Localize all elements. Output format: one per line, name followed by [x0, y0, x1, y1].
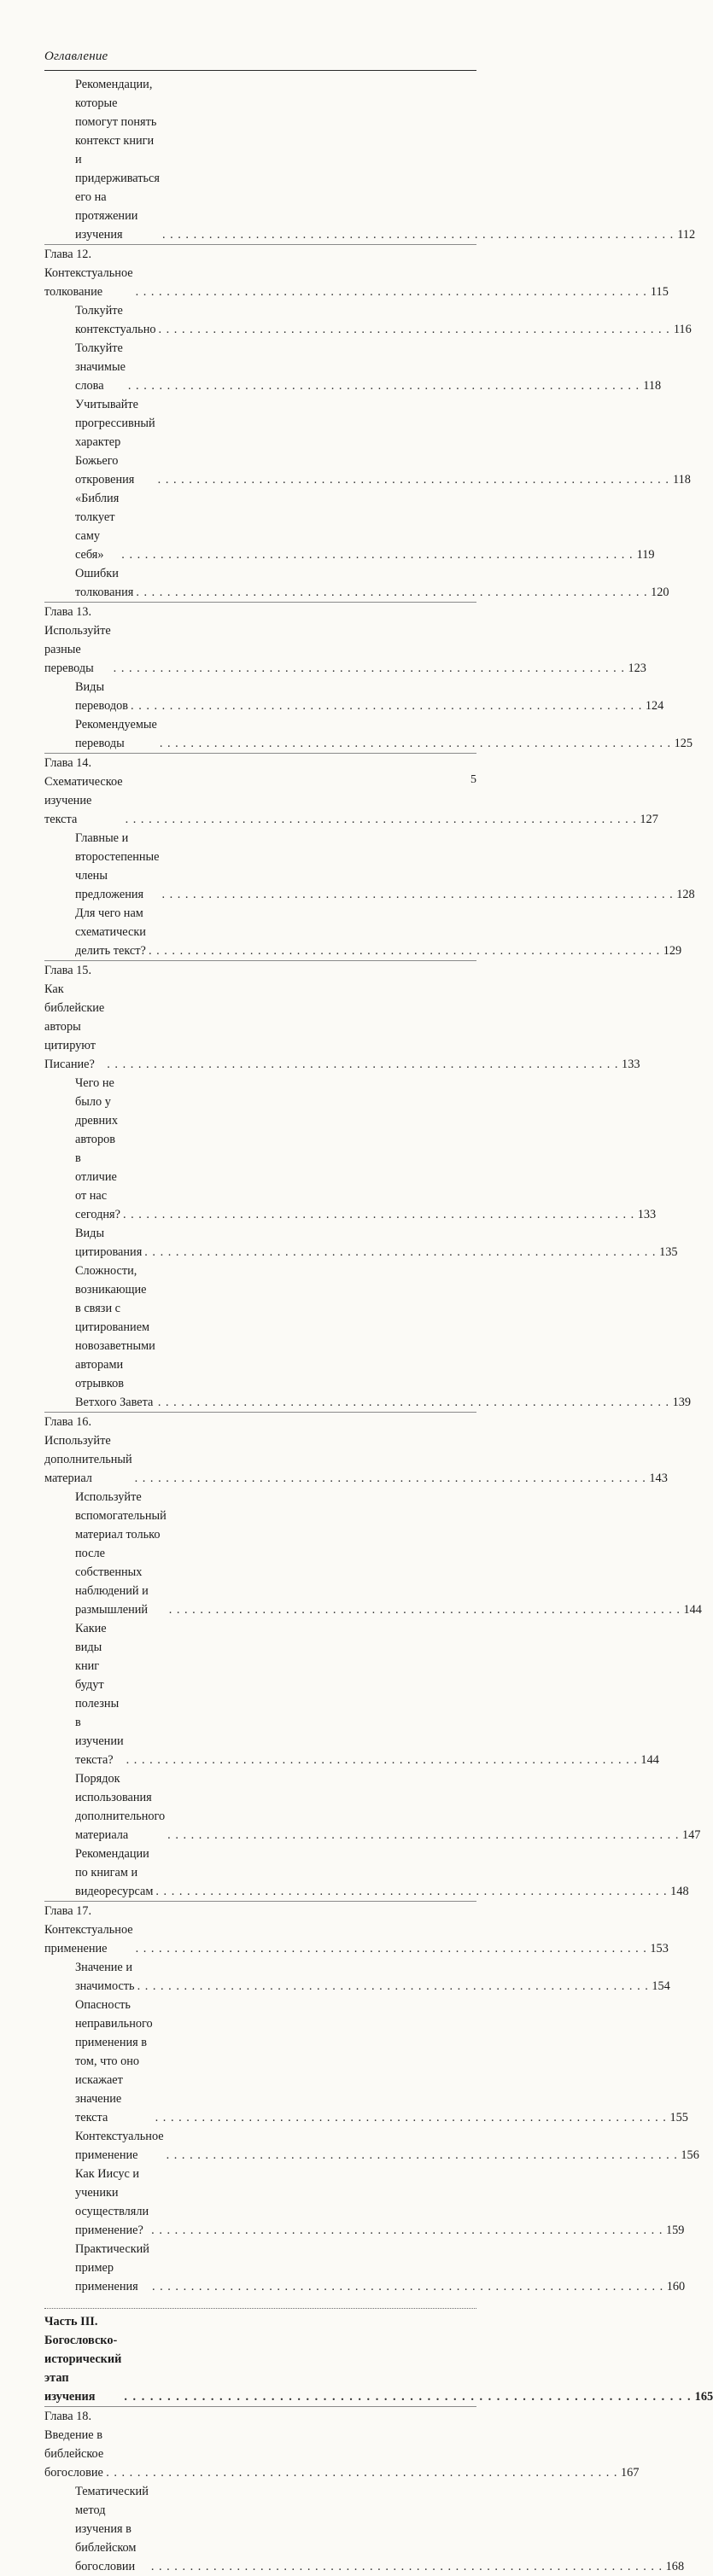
table-of-contents: [44, 75, 713, 2576]
toc-leader-dots: . . . . . . . . . . . . . . . . . . . . . . . . . . . . . . . . . . . . . . . . . . . . . . . . . . . . . . . . . . . . . . . . . .: [158, 323, 670, 336]
toc-entry-page: 167: [621, 2466, 640, 2480]
toc-entry-title: Контекстуальное применение: [75, 2130, 164, 2162]
toc-leader-dots: . . . . . . . . . . . . . . . . . . . . . . . . . . . . . . . . . . . . . . . . . . . . . . . . . . . . . . . . . . . . . . . . . .: [127, 379, 640, 393]
toc-entry-title: Толкуйте контекстуально: [75, 304, 156, 336]
toc-section-entry[interactable]: [75, 1769, 701, 1845]
header-rule: [44, 70, 476, 71]
toc-section-entry[interactable]: [75, 2165, 685, 2240]
toc-part-entry[interactable]: [44, 2308, 713, 2406]
toc-leader-dots: . . . . . . . . . . . . . . . . . . . . . . . . . . . . . . . . . . . . . . . . . . . . . . . . . . . . . . . . . . . . . . . . . .: [151, 2280, 664, 2293]
toc-section-entry[interactable]: [75, 1996, 688, 2127]
toc-section-entry[interactable]: [75, 301, 692, 339]
toc-leader-dots: . . . . . . . . . . . . . . . . . . . . . . . . . . . . . . . . . . . . . . . . . . . . . . . . . . . . . . . . . . . . . . . . . .: [161, 888, 674, 901]
toc-entry-page: 147: [681, 1828, 701, 1842]
toc-leader-dots: . . . . . . . . . . . . . . . . . . . . . . . . . . . . . . . . . . . . . . . . . . . . . . . . . . . . . . . . . . . . . . . . . .: [161, 228, 675, 242]
toc-entry-title: Рекомендуемые переводы: [75, 718, 157, 750]
toc-entry-page: 165: [694, 2390, 713, 2404]
toc-entry-page: 120: [651, 586, 669, 599]
toc-entry-page: 148: [670, 1885, 689, 1898]
toc-entry-title: Ошибки толкования: [75, 567, 134, 599]
toc-entry-page: 129: [663, 944, 682, 958]
toc-chapter-entry[interactable]: [44, 602, 646, 678]
toc-leader-dots: . . . . . . . . . . . . . . . . . . . . . . . . . . . . . . . . . . . . . . . . . . . . . . . . . . . . . . . . . . . . . . . . . .: [155, 2111, 667, 2124]
toc-entry-page: 156: [681, 2148, 699, 2162]
toc-chapter-entry[interactable]: [44, 960, 640, 1074]
toc-entry-title: Как Иисус и ученики осуществляли применение?: [75, 2167, 149, 2237]
toc-entry-page: 119: [636, 548, 655, 562]
toc-entry-title: Глава 13. Используйте разные переводы: [44, 605, 111, 675]
toc-entry-title: Толкуйте значимые слова: [75, 341, 126, 393]
toc-entry-title: Порядок использования дополнительного материала: [75, 1772, 166, 1842]
toc-entry-page: 112: [677, 228, 696, 242]
toc-section-entry[interactable]: [75, 564, 669, 602]
toc-chapter-entry[interactable]: [44, 1412, 668, 1488]
toc-leader-dots: . . . . . . . . . . . . . . . . . . . . . . . . . . . . . . . . . . . . . . . . . . . . . . . . . . . . . . . . . . . . . . . . . .: [126, 1753, 638, 1767]
toc-section-entry[interactable]: [75, 1074, 657, 1224]
toc-entry-title: Глава 15. Как библейские авторы цитируют Писание?: [44, 964, 105, 1071]
toc-leader-dots: . . . . . . . . . . . . . . . . . . . . . . . . . . . . . . . . . . . . . . . . . . . . . . . . . . . . . . . . . . . . . . . . . .: [135, 1942, 647, 1955]
toc-entry-page: 118: [672, 473, 691, 487]
toc-leader-dots: . . . . . . . . . . . . . . . . . . . . . . . . . . . . . . . . . . . . . . . . . . . . . . . . . . . . . . . . . . . . . . . . . .: [137, 1979, 649, 1993]
toc-leader-dots: . . . . . . . . . . . . . . . . . . . . . . . . . . . . . . . . . . . . . . . . . . . . . . . . . . . . . . . . . . . . . . . . . .: [124, 2390, 693, 2404]
toc-section-entry[interactable]: [75, 1262, 692, 1412]
toc-leader-dots: . . . . . . . . . . . . . . . . . . . . . . . . . . . . . . . . . . . . . . . . . . . . . . . . . . . . . . . . . . . . . . . . . .: [157, 473, 669, 487]
toc-entry-title: Виды цитирования: [75, 1227, 143, 1259]
toc-entry-page: 124: [645, 699, 664, 713]
toc-entry-page: 115: [650, 285, 669, 299]
toc-section-entry[interactable]: [75, 489, 655, 564]
toc-entry-title: Глава 14. Схематическое изучение текста: [44, 756, 123, 826]
toc-entry-title: Какие виды книг будут полезны в изучении текста?: [75, 1622, 124, 1767]
toc-section-entry[interactable]: [75, 904, 682, 960]
toc-section-entry[interactable]: [75, 1845, 689, 1901]
toc-entry-page: 123: [628, 661, 646, 675]
toc-section-entry[interactable]: [75, 1224, 678, 1262]
toc-entry-title: Глава 12. Контекстуальное толкование: [44, 248, 133, 299]
toc-entry-title: Глава 18. Введение в библейское богословие: [44, 2410, 104, 2480]
toc-entry-title: «Библия толкует саму себя»: [75, 492, 120, 562]
toc-leader-dots: . . . . . . . . . . . . . . . . . . . . . . . . . . . . . . . . . . . . . . . . . . . . . . . . . . . . . . . . . . . . . . . . . .: [151, 2223, 663, 2237]
toc-leader-dots: . . . . . . . . . . . . . . . . . . . . . . . . . . . . . . . . . . . . . . . . . . . . . . . . . . . . . . . . . . . . . . . . . .: [122, 1208, 635, 1221]
toc-chapter-entry[interactable]: [44, 2406, 640, 2482]
running-head: Оглавление: [44, 50, 108, 63]
toc-entry-page: 144: [640, 1753, 659, 1767]
toc-entry-title: Часть III. Богословско-исторический этап изучения: [44, 2315, 122, 2404]
toc-leader-dots: . . . . . . . . . . . . . . . . . . . . . . . . . . . . . . . . . . . . . . . . . . . . . . . . . . . . . . . . . . . . . . . . . .: [168, 1603, 681, 1617]
toc-entry-page: 159: [665, 2223, 685, 2237]
toc-leader-dots: . . . . . . . . . . . . . . . . . . . . . . . . . . . . . . . . . . . . . . . . . . . . . . . . . . . . . . . . . . . . . . . . . .: [135, 285, 647, 299]
toc-section-entry[interactable]: [75, 829, 695, 904]
toc-entry-page: 139: [672, 1396, 692, 1409]
toc-entry-title: Практический пример применения: [75, 2242, 149, 2293]
toc-entry-page: 153: [650, 1942, 669, 1955]
toc-section-entry[interactable]: [75, 2240, 686, 2296]
toc-entry-page: 127: [640, 813, 658, 826]
toc-leader-dots: . . . . . . . . . . . . . . . . . . . . . . . . . . . . . . . . . . . . . . . . . . . . . . . . . . . . . . . . . . . . . . . . . .: [155, 1885, 668, 1898]
toc-entry-title: Значение и значимость: [75, 1961, 135, 1993]
toc-entry-title: Учитывайте прогрессивный характер Божьего откровения: [75, 398, 155, 487]
toc-entry-page: 133: [637, 1208, 657, 1221]
toc-section-entry[interactable]: [75, 1619, 659, 1769]
toc-entry-page: 155: [669, 2111, 688, 2124]
toc-entry-title: Рекомендации по книгам и видеоресурсам: [75, 1847, 154, 1898]
toc-section-entry[interactable]: [75, 395, 691, 489]
toc-entry-title: Рекомендации, которые помогут понять контекст книги и придерживаться его на протяжении изучения: [75, 78, 160, 242]
toc-entry-title: Виды переводов: [75, 680, 129, 713]
toc-section-entry[interactable]: [75, 2482, 685, 2576]
toc-entry-page: 133: [622, 1058, 640, 1071]
toc-section-entry[interactable]: [75, 678, 664, 715]
toc-entry-title: Глава 17. Контекстуальное применение: [44, 1904, 133, 1955]
toc-leader-dots: . . . . . . . . . . . . . . . . . . . . . . . . . . . . . . . . . . . . . . . . . . . . . . . . . . . . . . . . . . . . . . . . . .: [167, 1828, 680, 1842]
toc-leader-dots: . . . . . . . . . . . . . . . . . . . . . . . . . . . . . . . . . . . . . . . . . . . . . . . . . . . . . . . . . . . . . . . . . .: [136, 586, 648, 599]
toc-leader-dots: . . . . . . . . . . . . . . . . . . . . . . . . . . . . . . . . . . . . . . . . . . . . . . . . . . . . . . . . . . . . . . . . . .: [107, 1058, 619, 1071]
toc-section-entry[interactable]: [75, 75, 696, 244]
toc-leader-dots: . . . . . . . . . . . . . . . . . . . . . . . . . . . . . . . . . . . . . . . . . . . . . . . . . . . . . . . . . . . . . . . . . .: [125, 813, 637, 826]
page-number: 5: [470, 773, 476, 786]
toc-leader-dots: . . . . . . . . . . . . . . . . . . . . . . . . . . . . . . . . . . . . . . . . . . . . . . . . . . . . . . . . . . . . . . . . . .: [144, 1245, 657, 1259]
toc-leader-dots: . . . . . . . . . . . . . . . . . . . . . . . . . . . . . . . . . . . . . . . . . . . . . . . . . . . . . . . . . . . . . . . . . .: [150, 2560, 663, 2573]
toc-entry-title: Для чего нам схематически делить текст?: [75, 906, 146, 958]
toc-entry-title: Глава 16. Используйте дополнительный материал: [44, 1415, 132, 1485]
toc-leader-dots: . . . . . . . . . . . . . . . . . . . . . . . . . . . . . . . . . . . . . . . . . . . . . . . . . . . . . . . . . . . . . . . . . .: [113, 661, 625, 675]
toc-entry-page: 128: [676, 888, 695, 901]
toc-section-entry[interactable]: [75, 715, 693, 753]
toc-entry-page: 154: [652, 1979, 670, 1993]
toc-entry-title: Используйте вспомогательный материал только после собственных наблюдений и размышлений: [75, 1490, 167, 1617]
toc-entry-page: 168: [665, 2560, 685, 2573]
toc-entry-title: Чего не было у древних авторов в отличие от нас сегодня?: [75, 1076, 120, 1221]
toc-section-entry[interactable]: [75, 1488, 702, 1619]
toc-chapter-entry[interactable]: [44, 244, 669, 301]
toc-entry-page: 125: [674, 737, 693, 750]
toc-chapter-entry[interactable]: [44, 753, 658, 829]
toc-entry-page: 160: [666, 2280, 686, 2293]
toc-entry-page: 143: [649, 1472, 668, 1485]
toc-entry-title: Опасность неправильного применения в том, что оно искажает значение текста: [75, 1998, 153, 2124]
toc-leader-dots: . . . . . . . . . . . . . . . . . . . . . . . . . . . . . . . . . . . . . . . . . . . . . . . . . . . . . . . . . . . . . . . . . .: [106, 2466, 618, 2480]
toc-entry-title: Главные и второстепенные члены предложения: [75, 831, 160, 901]
toc-entry-page: 116: [673, 323, 692, 336]
toc-entry-title: Тематический метод изучения в библейском богословии: [75, 2485, 149, 2573]
toc-leader-dots: . . . . . . . . . . . . . . . . . . . . . . . . . . . . . . . . . . . . . . . . . . . . . . . . . . . . . . . . . . . . . . . . . .: [131, 699, 643, 713]
toc-leader-dots: . . . . . . . . . . . . . . . . . . . . . . . . . . . . . . . . . . . . . . . . . . . . . . . . . . . . . . . . . . . . . . . . . .: [148, 944, 661, 958]
toc-leader-dots: . . . . . . . . . . . . . . . . . . . . . . . . . . . . . . . . . . . . . . . . . . . . . . . . . . . . . . . . . . . . . . . . . .: [159, 737, 672, 750]
toc-leader-dots: . . . . . . . . . . . . . . . . . . . . . . . . . . . . . . . . . . . . . . . . . . . . . . . . . . . . . . . . . . . . . . . . . .: [166, 2148, 678, 2162]
toc-entry-page: 135: [659, 1245, 678, 1259]
toc-leader-dots: . . . . . . . . . . . . . . . . . . . . . . . . . . . . . . . . . . . . . . . . . . . . . . . . . . . . . . . . . . . . . . . . . .: [134, 1472, 646, 1485]
toc-entry-title: Сложности, возникающие в связи с цитированием новозаветными авторами отрывков Ветхого Завета: [75, 1264, 155, 1409]
toc-leader-dots: . . . . . . . . . . . . . . . . . . . . . . . . . . . . . . . . . . . . . . . . . . . . . . . . . . . . . . . . . . . . . . . . . .: [157, 1396, 670, 1409]
toc-entry-page: 144: [683, 1603, 702, 1617]
toc-section-entry[interactable]: [75, 339, 662, 395]
toc-leader-dots: . . . . . . . . . . . . . . . . . . . . . . . . . . . . . . . . . . . . . . . . . . . . . . . . . . . . . . . . . . . . . . . . . .: [121, 548, 634, 562]
toc-chapter-entry[interactable]: [44, 1901, 669, 1958]
toc-entry-page: 118: [643, 379, 662, 393]
toc-section-entry[interactable]: [75, 2127, 699, 2165]
toc-section-entry[interactable]: [75, 1958, 670, 1996]
